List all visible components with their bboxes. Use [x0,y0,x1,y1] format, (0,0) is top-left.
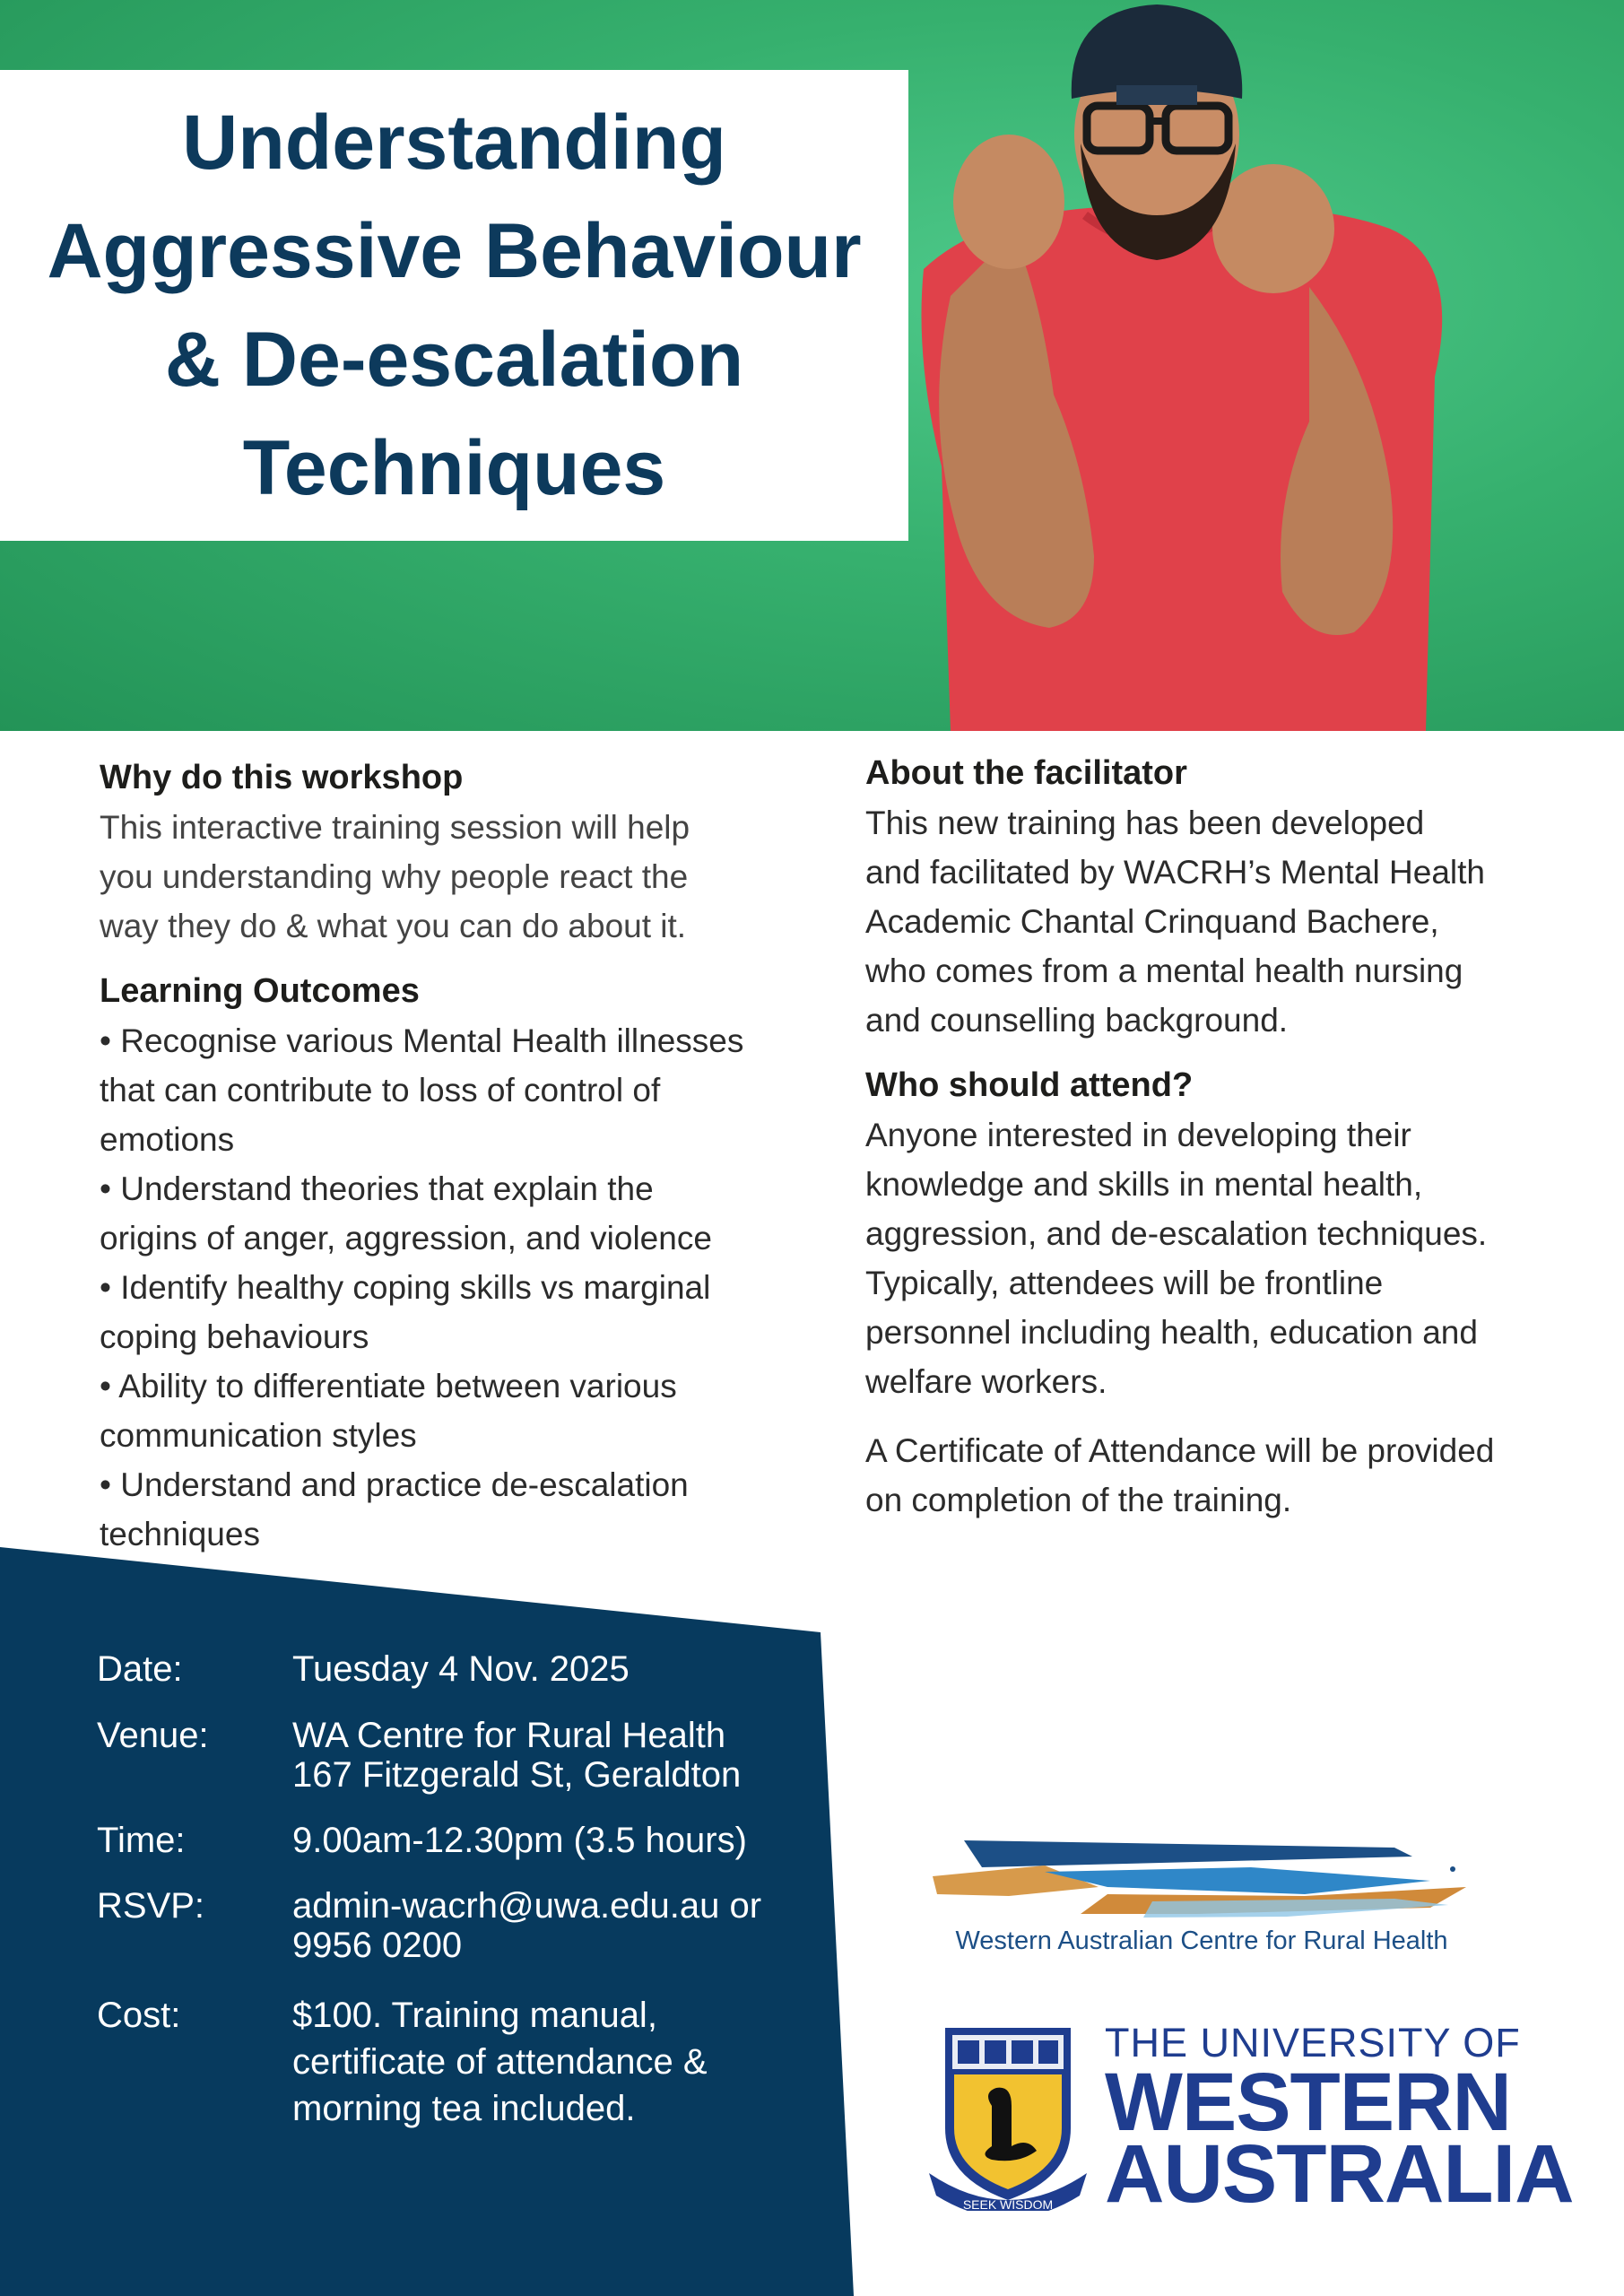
facilitator-heading: About the facilitator [865,754,1187,792]
hero-photo-person [888,0,1624,731]
attend-text [865,1110,1583,1406]
certificate-line: A Certificate of Attendance will be provided [865,1432,1495,1469]
why-text [100,803,808,951]
event-details-panel [0,1547,861,2296]
venue-label: Venue: [97,1716,209,1755]
attend-heading: Who should attend? [865,1066,1194,1104]
date-value [292,1649,866,1689]
attend-line: knowledge and skills in mental health, [865,1166,1423,1203]
outcome-line: coping behaviours [100,1318,369,1355]
rsvp-value [292,1886,866,1965]
rsvp-label: RSVP: [97,1886,205,1926]
why-line: This interactive training session will help [100,809,690,846]
facilitator-line: who comes from a mental health nursing [865,952,1463,989]
title-line-4: Techniques [242,424,666,511]
uwa-crest-icon [929,2021,1087,2211]
uwa-wordmark [1105,2020,1574,2220]
why-line: way they do & what you can do about it. [100,908,687,944]
why-heading: Why do this workshop [100,759,464,796]
attend-line: aggression, and de-escalation techniques. [865,1215,1488,1252]
date-value-line: Tuesday 4 Nov. 2025 [292,1649,630,1689]
outcome-line: • Identify healthy coping skills vs marginal [100,1269,711,1306]
outcome-line: origins of anger, aggression, and violence [100,1220,712,1257]
date-label: Date: [97,1649,183,1689]
page-title [0,70,908,541]
cost-label: Cost: [97,1996,181,2035]
uwa-line-2: WESTERN [1105,2057,1511,2148]
certificate-text [865,1426,1583,1525]
outcome-line: emotions [100,1121,235,1158]
time-value [292,1821,866,1860]
outcome-line: • Recognise various Mental Health illnesses [100,1022,744,1059]
title-line-2: Aggressive Behaviour [47,207,862,294]
cost-line: morning tea included. [292,2089,636,2128]
time-label: Time: [97,1821,186,1860]
title-box [0,70,908,541]
uwa-line-3: AUSTRALIA [1105,2128,1574,2220]
left-column [100,753,808,1559]
outcome-line: • Ability to differentiate between various [100,1368,677,1405]
time-value-line: 9.00am-12.30pm (3.5 hours) [292,1821,747,1860]
why-line: you understanding why people react the [100,858,689,895]
outcome-line: • Understand theories that explain the [100,1170,654,1207]
certificate-line: on completion of the training. [865,1482,1292,1518]
outcomes-heading: Learning Outcomes [100,972,420,1010]
right-column [865,749,1583,1525]
venue-line: 167 Fitzgerald St, Geraldton [292,1755,742,1795]
wacrh-caption: Western Australian Centre for Rural Health [955,1926,1448,1955]
facilitator-line: This new training has been developed [865,804,1425,841]
facilitator-text [865,798,1583,1045]
cost-line: $100. Training manual, [292,1996,657,2035]
outcome-line: that can contribute to loss of control of [100,1072,661,1109]
outcome-line: • Understand and practice de-escalation [100,1466,689,1503]
outcome-line: communication styles [100,1417,417,1454]
outcomes-list [100,1016,808,1559]
outcome-line: techniques [100,1516,260,1552]
title-line-3: & De-escalation [164,316,744,403]
uwa-motto: SEEK WISDOM [962,2197,1054,2211]
attend-line: personnel including health, education and [865,1314,1478,1351]
hero-banner [0,0,1624,731]
attend-line: welfare workers. [865,1363,1107,1400]
facilitator-line: and counselling background. [865,1002,1289,1039]
uwa-line-1: THE UNIVERSITY OF [1105,2020,1521,2066]
wacrh-logo-icon [928,1831,1466,1921]
cost-line: certificate of attendance & [292,2042,708,2082]
facilitator-line: Academic Chantal Crinquand Bachere, [865,903,1439,940]
facilitator-line: and facilitated by WACRH’s Mental Health [865,854,1485,891]
venue-value [292,1716,866,1795]
rsvp-phone: 9956 0200 [292,1926,463,1965]
spacer [924,2269,925,2270]
title-line-1: Understanding [182,99,726,186]
venue-line: WA Centre for Rural Health [292,1716,726,1755]
cost-value [292,1992,866,2132]
rsvp-email[interactable]: admin-wacrh@uwa.edu.au or [292,1886,762,1926]
attend-line: Anyone interested in developing their [865,1117,1411,1153]
attend-line: Typically, attendees will be frontline [865,1265,1384,1301]
